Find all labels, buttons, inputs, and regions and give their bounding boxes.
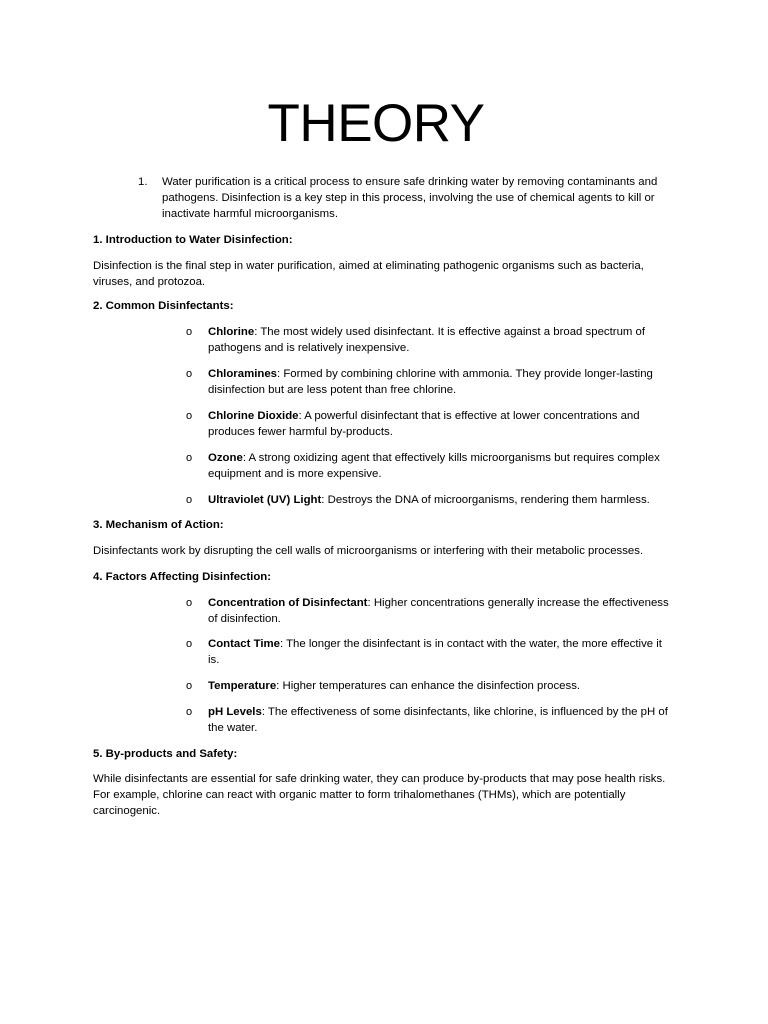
bullet-marker: o [186, 452, 193, 464]
bullet-marker: o [186, 410, 193, 422]
list-item [186, 492, 674, 508]
list-item [186, 366, 674, 398]
bullet-term: Ultraviolet (UV) Light [208, 494, 322, 506]
section-heading: 1. Introduction to Water Disinfection: [93, 234, 293, 246]
list-number: 1. [138, 176, 148, 188]
list-item [186, 324, 674, 356]
section-paragraph: While disinfectants are essential for safe drinking water, they can produce by-products that may pose health risks. For example, chlorine can react with organic matter to form trihalomethanes (THMs), which are potentially carcinogenic. [93, 773, 666, 817]
bullet-term: pH Levels [208, 706, 262, 718]
bullet-term: Chloramines [208, 368, 277, 380]
bullet-marker: o [186, 680, 193, 692]
bullet-text: : The longer the disinfectant is in contact with the water, the more effective it is. [208, 638, 662, 666]
section-heading: 3. Mechanism of Action: [93, 519, 224, 531]
bullet-marker: o [186, 326, 193, 338]
bullet-term: Temperature [208, 680, 277, 692]
section-heading: 2. Common Disinfectants: [93, 300, 234, 312]
bullet-marker: o [186, 706, 193, 718]
list-item [186, 595, 674, 627]
bullet-text: : Formed by combining chlorine with ammonia. They provide longer-lasting disinfection but are less potent than free chlorine. [208, 368, 653, 396]
bullet-text: : The effectiveness of some disinfectants, like chlorine, is influenced by the pH of the water. [208, 706, 668, 734]
section-paragraph: Disinfectants work by disrupting the cell walls of microorganisms or interfering with their metabolic processes. [93, 545, 644, 557]
bullet-text: : Destroys the DNA of microorganisms, rendering them harmless. [321, 494, 650, 506]
bullet-marker: o [186, 368, 193, 380]
bullet-term: Chlorine [208, 326, 255, 338]
bullet-text: : A strong oxidizing agent that effectively kills microorganisms but requires complex equipment and is more expensive. [208, 452, 660, 480]
list-item [186, 636, 674, 668]
intro-paragraph: Water purification is a critical process to ensure safe drinking water by removing contaminants and pathogens. Disinfection is a key step in this process, involving the use of chemical agents to kill or inactivate harmful microorganisms. [162, 176, 658, 220]
bullet-marker: o [186, 494, 193, 506]
list-item [186, 678, 674, 694]
bullet-text: : Higher concentrations generally increase the effectiveness of disinfection. [208, 597, 669, 625]
list-item [186, 704, 674, 736]
section-heading: 5. By-products and Safety: [93, 748, 238, 760]
bullet-text: : The most widely used disinfectant. It is effective against a broad spectrum of pathogens and is relatively inexpensive. [208, 326, 646, 354]
bullet-marker: o [186, 638, 193, 650]
intro-list-item [138, 174, 668, 222]
list-item [186, 408, 674, 440]
section-paragraph: Disinfection is the final step in water purification, aimed at eliminating pathogenic organisms such as bacteria, viruses, and protozoa. [93, 260, 644, 288]
page-title: THEORY [267, 94, 485, 153]
bullet-text: : A powerful disinfectant that is effective at lower concentrations and produces fewer harmful by-products. [208, 410, 640, 438]
bullet-marker: o [186, 597, 193, 609]
bullet-term: Contact Time [208, 638, 280, 650]
bullet-term: Ozone [208, 452, 243, 464]
bullet-term: Chlorine Dioxide [208, 410, 299, 422]
list-item [186, 450, 674, 482]
bullet-term: Concentration of Disinfectant [208, 597, 368, 609]
section-heading: 4. Factors Affecting Disinfection: [93, 571, 272, 583]
bullet-text: : Higher temperatures can enhance the disinfection process. [276, 680, 581, 692]
